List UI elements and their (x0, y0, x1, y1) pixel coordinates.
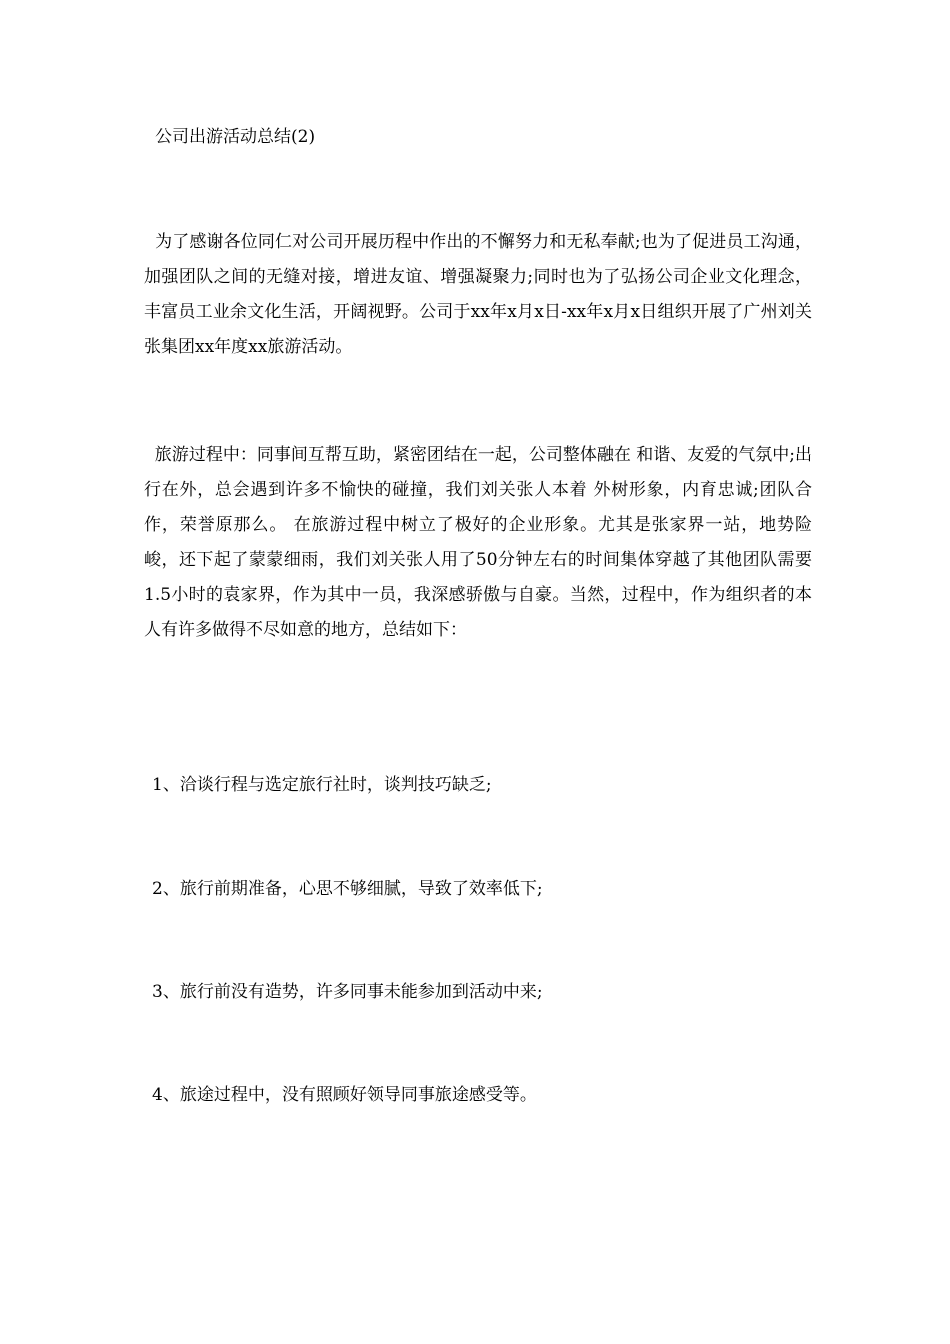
list-item: 1、洽谈行程与选定旅行社时，谈判技巧缺乏; (152, 775, 492, 795)
list-item: 4、旅途过程中，没有照顾好领导同事旅途感受等。 (152, 1085, 537, 1105)
document-title: 公司出游活动总结(2) (155, 127, 316, 147)
paragraph-travel-process: 旅游过程中：同事间互帮互助，紧密团结在一起，公司整体融在 和谐、友爱的气氛中;出行在外，总会遇到许多不愉快的碰撞，我们刘关张人本着 外树形象，内育忠诚;团队合作，荣誉原那么。 在旅游过程中树立了极好的企业形象。尤其是张家界一站，地势险峻，还下起了蒙蒙细雨，我们刘关张人用了50分钟左右的时间集体穿越了其他团队需要1.5小时的袁家界，作为其中一员，我深感骄傲与自豪。当然，过程中，作为组织者的本人有许多做得不尽如意的地方，总结如下： (144, 445, 812, 640)
paragraph-intro: 为了感谢各位同仁对公司开展历程中作出的不懈努力和无私奉献;也为了促进员工沟通，加强团队之间的无缝对接，增进友谊、增强凝聚力;同时也为了弘扬公司企业文化理念，丰富员工业余文化生活，开阔视野。公司于xx年x月x日-xx年x月x日组织开展了广州刘关张集团xx年度xx旅游活动。 (144, 232, 812, 357)
list-item: 2、旅行前期准备，心思不够细腻，导致了效率低下; (152, 879, 543, 899)
list-item: 3、旅行前没有造势，许多同事未能参加到活动中来; (152, 982, 543, 1002)
